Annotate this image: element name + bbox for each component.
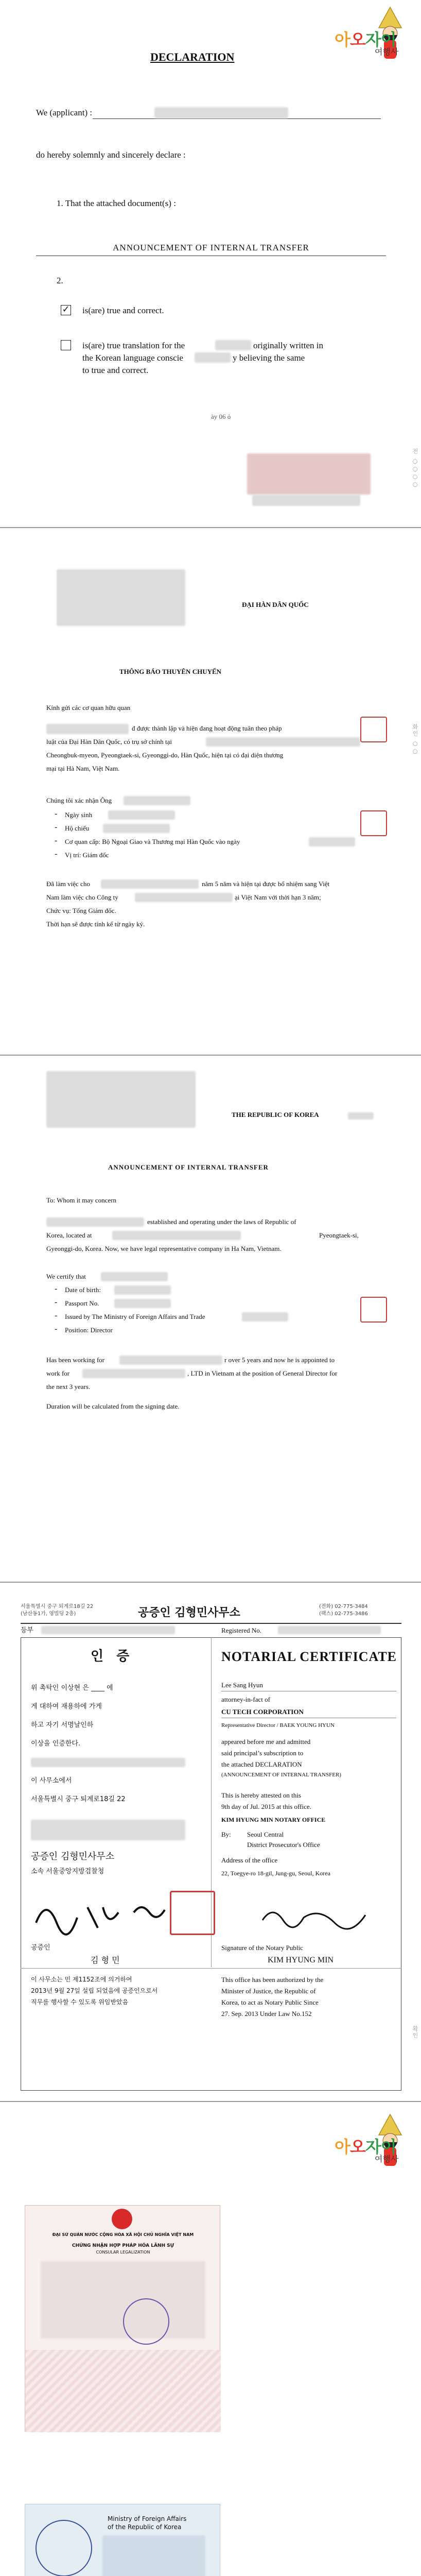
logo-subtitle: 여행사: [375, 2154, 399, 2164]
office-fax: (팩스) 02-775-3486: [319, 1611, 368, 1617]
greeting: Kính gửi các cơ quan hữu quan: [46, 704, 131, 711]
para-one-b: Korea, located at: [46, 1231, 92, 1239]
para-one-b: luật của Đại Hàn Dân Quốc, có trụ sở chính tại: [46, 738, 172, 745]
legalization-title-vi: CHỨNG NHẬN HỢP PHÁP HÓA LÃNH SỰ: [72, 2243, 174, 2248]
true-correct-label: is(are) true and correct.: [82, 306, 164, 315]
redacted-company: [46, 1217, 144, 1227]
redacted-letterhead: [57, 569, 185, 626]
translation-checkbox[interactable]: [61, 340, 71, 350]
redacted-address: [112, 1231, 241, 1240]
country-heading: THE REPUBLIC OF KOREA: [232, 1111, 319, 1118]
redacted-name: [101, 1272, 168, 1281]
para-two-c: Nam làm việc cho Công ty: [46, 893, 118, 901]
embassy-title: ĐẠI SỨ QUÁN NƯỚC CỘNG HÒA XÃ HỘI CHỦ NGHĨA VIỆT NAM: [52, 2232, 194, 2237]
para-one-a: established and operating under the laws of Republic of: [147, 1218, 296, 1226]
para-one-c: Cheongbuk-myeon, Pyeongtaek-si, Gyeonggi-do, Hàn Quốc, hiện tại có đại diện thương: [46, 751, 284, 759]
para-two-d: , LTD in Vietnam at the position of General Director for: [187, 1369, 338, 1377]
page-title: ANNOUNCEMENT OF INTERNAL TRANSFER: [108, 1163, 269, 1171]
position-line: Vị trí: Giám đốc: [65, 851, 109, 859]
redacted-field: [195, 352, 231, 363]
redacted-applicant: [154, 107, 288, 118]
bullet: -: [55, 1311, 58, 1320]
office-name-ko: 공증인 김형민사무소: [138, 1606, 240, 1619]
mofa-title: Ministry of Foreign Affairs: [108, 2515, 187, 2522]
english-transfer-page: [0, 1056, 421, 1582]
mofa-subtitle: of the Republic of Korea: [108, 2523, 182, 2531]
header-rule: [21, 1623, 401, 1624]
logo-subtitle: 여행사: [375, 47, 399, 57]
ko-authority-1: 이 사무소는 민 제1152조에 의거하여: [31, 1976, 132, 1983]
office-address-ko: 서울특별시 중구 퇴계로18길 22: [21, 1604, 94, 1609]
redacted-ko: [31, 1758, 185, 1767]
para-two-f: Thời hạn sẽ được tính kể từ ngày ký.: [46, 920, 145, 928]
redacted-passport: [114, 1299, 171, 1308]
rule: [21, 1968, 401, 1969]
company-name: CU TECH CORPORATION: [221, 1708, 304, 1716]
ko-line-2: 게 대하여 재용하에 가게: [31, 1703, 102, 1710]
redacted-name: [124, 796, 190, 805]
legalization-page: [0, 2102, 421, 2576]
redacted-company: [101, 879, 199, 889]
appeared-line-1: appeared before me and admitted: [221, 1738, 311, 1745]
attached-line: the attached DECLARATION: [221, 1760, 302, 1768]
sig-name-ko: 김 형 민: [91, 1955, 120, 1965]
company-seal: [360, 810, 387, 836]
margin-note: 전 ○○○○: [412, 448, 418, 489]
registered-no-label: Registered No.: [221, 1626, 261, 1634]
cert-title-en: NOTARIAL CERTIFICATE: [221, 1649, 397, 1664]
bullet: -: [55, 1298, 58, 1307]
legalization-body: [41, 2261, 205, 2338]
sig-name-en: KIM HYUNG MIN: [268, 1956, 334, 1964]
mofa-body: [102, 2535, 205, 2576]
page-title: THÔNG BÁO THUYÊN CHUYỂN: [119, 668, 222, 675]
country-heading: ĐẠI HÀN DÂN QUỐC: [242, 601, 309, 608]
applicant-name: Lee Sang Hyun: [221, 1681, 263, 1689]
para-two-c: work for: [46, 1369, 70, 1377]
bullet: -: [55, 850, 58, 858]
bullet: -: [55, 823, 58, 832]
notary-affiliation: 소속 서울중앙지방검찰청: [31, 1868, 104, 1875]
redacted-signature-name: [252, 495, 360, 506]
redacted-passport: [103, 824, 170, 833]
issuer-line: Cơ quan cấp: Bộ Ngoại Giao và Thương mại Hàn Quốc vào ngày: [65, 838, 240, 845]
redacted-field: [348, 1112, 374, 1120]
redacted-reg: [278, 1626, 381, 1634]
appeared-line-2: said principal’s subscription to: [221, 1749, 304, 1757]
sig-title-en: Signature of the Notary Public: [221, 1944, 303, 1952]
redacted-date: [309, 837, 355, 846]
embassy-seal: [123, 2298, 169, 2345]
translation-line-e: to true and correct.: [82, 365, 149, 375]
ko-line-4: 이상을 인증한다.: [31, 1740, 81, 1748]
redacted-dob: [108, 810, 175, 820]
brand-logo: [329, 2112, 407, 2174]
bullet: -: [55, 1325, 58, 1333]
vietnamese-transfer-page: [0, 528, 421, 1055]
logo-wordmark: 아오자이: [335, 2137, 396, 2157]
attorney-label: attorney-in-fact of: [221, 1696, 270, 1703]
authority-2: Minister of Justice, the Republic of: [221, 1987, 316, 1995]
notarial-certificate-page: [0, 1583, 421, 2101]
date-stub: ày 06 ỏ: [211, 413, 231, 420]
para-two-a: Has been working for: [46, 1356, 104, 1364]
notary-seal: [170, 1891, 215, 1935]
office-address-en: 22, Toegye-ro 18-gil, Jung-gu, Seoul, Korea: [221, 1870, 330, 1877]
redacted-date: [242, 1312, 288, 1321]
certify-line: We certify that: [46, 1273, 86, 1280]
greeting: To: Whom it may concern: [46, 1196, 117, 1204]
ko-line-1: 위 촉탁인 이상현 은 ____ 에: [31, 1684, 113, 1692]
margin-note: 확인: [412, 2026, 418, 2039]
redacted-company: [46, 724, 129, 734]
representative: Representative Director / BAEK YOUNG HYUN: [221, 1722, 335, 1728]
redacted-dob: [114, 1285, 171, 1295]
para-one-a: đ được thành lập và hiện đang hoạt động tuân theo pháp: [132, 724, 282, 732]
embassy-legalization-sticker: [25, 2205, 220, 2432]
margin-note: 화인 ○○: [412, 724, 418, 756]
label-reg-ko: 등부: [21, 1626, 34, 1634]
item-two: 2.: [57, 276, 63, 285]
para-one-d: Gyeonggi-do, Korea. Now, we have legal representative company in Ha Nam, Vietnam.: [46, 1245, 282, 1252]
ko-line-3: 하고 자기 서명날인하: [31, 1721, 94, 1729]
redacted-field: [215, 340, 251, 350]
redacted-company: [135, 893, 233, 902]
signature-stamp: [247, 453, 371, 495]
para-one-c: Pyeongtaek-si,: [319, 1231, 359, 1239]
mofa-sticker: [25, 2504, 220, 2576]
office-phone: (전화) 02-775-3484: [319, 1604, 368, 1609]
redacted-company: [82, 1369, 185, 1378]
solemn-declaration: do hereby solemnly and sincerely declare :: [36, 150, 186, 160]
para-two-b: năm 5 năm và hiện tại được bổ nhiệm sang Việt: [202, 880, 330, 888]
para-two-b: r over 5 years and now he is appointed to: [224, 1356, 335, 1364]
attest-line-1: This is hereby attested on this: [221, 1791, 301, 1799]
by-value-2: District Prosecutor's Office: [247, 1841, 320, 1849]
by-label: By:: [221, 1831, 231, 1838]
para-one-d: mại tại Hà Nam, Việt Nam.: [46, 765, 120, 772]
item-one: 1. That the attached document(s) :: [57, 198, 176, 208]
redacted-address: [206, 737, 360, 747]
redacted-company: [119, 1355, 222, 1365]
bullet: -: [55, 1284, 58, 1293]
translation-line-d: y believing the same: [233, 353, 305, 363]
sticker-pattern: [25, 2350, 221, 2432]
passport-line: Hộ chiếu: [65, 824, 90, 832]
para-two-f: Duration will be calculated from the signing date.: [46, 1402, 180, 1410]
bullet: -: [55, 809, 58, 818]
ko-authority-3: 직무를 행사할 수 있도록 위임받았음: [31, 1998, 129, 2006]
para-two-d: ại Việt Nam với thời hạn 3 năm;: [235, 893, 321, 901]
redacted-letterhead: [46, 1071, 196, 1128]
emblem-icon: [112, 2209, 132, 2229]
dob-line: Date of birth:: [65, 1286, 101, 1294]
para-two-e: the next 3 years.: [46, 1383, 91, 1391]
para-two-e: Chức vụ: Tổng Giám đốc.: [46, 907, 116, 914]
applicant-label: We (applicant) :: [36, 108, 93, 117]
authority-1: This office has been authorized by the: [221, 1976, 324, 1984]
mofa-seal: [36, 2520, 92, 2576]
ko-authority-2: 2013년 9월 27일 설립 되었음에 공증인으로서: [31, 1987, 158, 1994]
issuer-line: Issued by The Ministry of Foreign Affairs and Trade: [65, 1313, 205, 1320]
cert-title-ko: 인 증: [91, 1649, 134, 1664]
office-name-en: KIM HYUNG MIN NOTARY OFFICE: [221, 1816, 326, 1823]
authority-3: Korea, to act as Notary Public Since: [221, 1998, 319, 2006]
redacted-reg: [41, 1626, 175, 1634]
brand-logo: [329, 5, 407, 67]
page-title: DECLARATION: [150, 50, 235, 63]
applicant-underline: [93, 118, 381, 119]
passport-line: Passport No.: [65, 1299, 99, 1307]
dob-line: Ngày sinh: [65, 811, 93, 819]
position-line: Position: Director: [65, 1326, 113, 1334]
company-seal: [360, 1297, 387, 1323]
authority-4: 27. Sep. 2013 Under Law No.152: [221, 2010, 312, 2018]
translation-line-b: originally written in: [253, 341, 323, 350]
sig-caption-ko: 공증인: [31, 1944, 50, 1952]
attest-line-2: 9th day of Jul. 2015 at this office.: [221, 1803, 311, 1810]
redacted-block: [31, 1820, 185, 1840]
translation-line-a: is(are) true translation for the: [82, 341, 185, 350]
document-name: ANNOUNCEMENT OF INTERNAL TRANSFER: [113, 243, 309, 252]
ko-line-6: 서울특별시 중구 퇴계로18길 22: [31, 1795, 126, 1803]
confirm-line: Chúng tôi xác nhận Ông: [46, 796, 112, 804]
bullet: -: [55, 836, 58, 845]
attached-doc: (ANNOUNCEMENT OF INTERNAL TRANSFER): [221, 1772, 341, 1778]
notary-name-ko: 공증인 김형민사무소: [31, 1851, 115, 1862]
by-value: Seoul Central: [247, 1831, 284, 1838]
address-label: Address of the office: [221, 1856, 278, 1864]
ko-line-5: 이 사무소에서: [31, 1777, 72, 1785]
declaration-page: [0, 0, 421, 527]
company-seal: [360, 717, 387, 742]
para-two-a: Đã làm việc cho: [46, 880, 90, 888]
office-address-ko-2: (남산동1가, 영빌딩 2층): [21, 1611, 76, 1617]
translation-line-c: the Korean language conscie: [82, 353, 183, 363]
legalization-title-en: CONSULAR LEGALIZATION: [96, 2250, 150, 2255]
true-correct-checkbox[interactable]: ✓: [61, 305, 71, 315]
logo-wordmark: 아오자이: [335, 30, 396, 49]
